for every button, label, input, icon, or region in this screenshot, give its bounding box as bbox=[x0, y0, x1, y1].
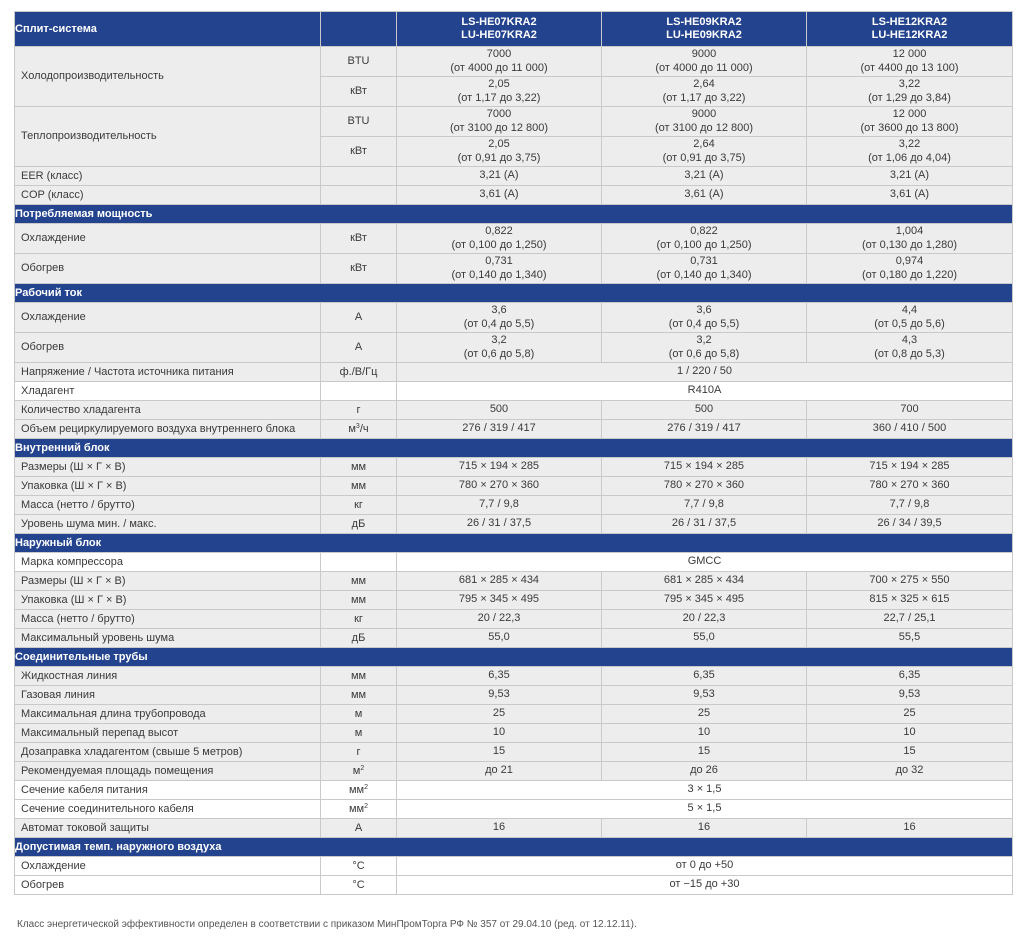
row-label: Напряжение / Частота источника питания bbox=[15, 363, 321, 382]
table-cell: 16 bbox=[602, 819, 807, 838]
table-cell: 715 × 194 × 285 bbox=[602, 458, 807, 477]
table-cell: 2,05 (от 0,91 до 3,75) bbox=[397, 137, 602, 167]
table-cell: 15 bbox=[807, 743, 1013, 762]
row-label: EER (класс) bbox=[15, 167, 321, 186]
table-cell: 0,822 (от 0,100 до 1,250) bbox=[602, 224, 807, 254]
table-row bbox=[15, 686, 1013, 705]
section-header-power bbox=[15, 205, 1013, 224]
table-cell: 681 × 285 × 434 bbox=[397, 572, 602, 591]
table-cell: 20 / 22,3 bbox=[397, 610, 602, 629]
table-row bbox=[15, 743, 1013, 762]
table-cell: 3,21 (A) bbox=[602, 167, 807, 186]
table-cell: 7,7 / 9,8 bbox=[602, 496, 807, 515]
row-label: Хладагент bbox=[15, 382, 321, 401]
table-cell: 12 000 (от 3600 до 13 800) bbox=[807, 107, 1013, 137]
section-header-outdoor bbox=[15, 534, 1013, 553]
table-cell: R410A bbox=[397, 382, 1013, 401]
table-cell: 3,6 (от 0,4 до 5,5) bbox=[602, 303, 807, 333]
table-cell: 55,0 bbox=[397, 629, 602, 648]
table-row bbox=[15, 186, 1013, 205]
table-row bbox=[15, 876, 1013, 895]
table-cell: 22,7 / 25,1 bbox=[807, 610, 1013, 629]
table-row bbox=[15, 363, 1013, 382]
row-label: Жидкостная линия bbox=[15, 667, 321, 686]
unit-header bbox=[321, 12, 397, 47]
row-label: Сечение кабеля питания bbox=[15, 781, 321, 800]
table-row bbox=[15, 553, 1013, 572]
table-cell: 5 × 1,5 bbox=[397, 800, 1013, 819]
row-unit: мм bbox=[321, 686, 397, 705]
section-header-pipes bbox=[15, 648, 1013, 667]
table-cell: 360 / 410 / 500 bbox=[807, 420, 1013, 439]
row-label: Сечение соединительного кабеля bbox=[15, 800, 321, 819]
table-cell: 0,731 (от 0,140 до 1,340) bbox=[397, 254, 602, 284]
table-cell: до 26 bbox=[602, 762, 807, 781]
table-cell: 3,21 (A) bbox=[397, 167, 602, 186]
table-cell: 9,53 bbox=[397, 686, 602, 705]
table-cell: 6,35 bbox=[807, 667, 1013, 686]
row-label: Размеры (Ш × Г × В) bbox=[15, 458, 321, 477]
row-label: Размеры (Ш × Г × В) bbox=[15, 572, 321, 591]
model-header: LS-HE12KRA2 LU-HE12KRA2 bbox=[807, 12, 1013, 47]
section-header-current bbox=[15, 284, 1013, 303]
row-unit: $м^3/ч$ bbox=[321, 420, 397, 439]
row-label: Охлаждение bbox=[15, 224, 321, 254]
table-cell: 10 bbox=[602, 724, 807, 743]
row-unit: BTU bbox=[321, 47, 397, 77]
row-unit: м bbox=[321, 705, 397, 724]
section-title: Допустимая темп. наружного воздуха bbox=[15, 838, 1013, 857]
row-unit: ф./В/Гц bbox=[321, 363, 397, 382]
model-header: LS-HE09KRA2 LU-HE09KRA2 bbox=[602, 12, 807, 47]
row-unit: дБ bbox=[321, 629, 397, 648]
table-row bbox=[15, 515, 1013, 534]
row-label: Газовая линия bbox=[15, 686, 321, 705]
table-cell: 20 / 22,3 bbox=[602, 610, 807, 629]
row-unit: А bbox=[321, 819, 397, 838]
table-cell: 276 / 319 / 417 bbox=[602, 420, 807, 439]
table-cell: 3,2 (от 0,6 до 5,8) bbox=[602, 333, 807, 363]
table-cell: 9,53 bbox=[602, 686, 807, 705]
table-row bbox=[15, 303, 1013, 333]
table-row bbox=[15, 705, 1013, 724]
table-cell: 3,22 (от 1,06 до 4,04) bbox=[807, 137, 1013, 167]
table-row bbox=[15, 458, 1013, 477]
row-label: Максимальный уровень шума bbox=[15, 629, 321, 648]
table-cell: 2,05 (от 1,17 до 3,22) bbox=[397, 77, 602, 107]
table-row bbox=[15, 254, 1013, 284]
row-unit: кВт bbox=[321, 77, 397, 107]
table-cell: 16 bbox=[397, 819, 602, 838]
row-label: COP (класс) bbox=[15, 186, 321, 205]
table-cell: 795 × 345 × 495 bbox=[397, 591, 602, 610]
table-row bbox=[15, 781, 1013, 800]
table-cell: 780 × 270 × 360 bbox=[602, 477, 807, 496]
row-label: Охлаждение bbox=[15, 857, 321, 876]
table-cell: 9000 (от 3100 до 12 800) bbox=[602, 107, 807, 137]
row-unit: А bbox=[321, 333, 397, 363]
table-row bbox=[15, 167, 1013, 186]
table-row bbox=[15, 591, 1013, 610]
table-cell: 4,3 (от 0,8 до 5,3) bbox=[807, 333, 1013, 363]
table-cell: 3 × 1,5 bbox=[397, 781, 1013, 800]
row-unit: °С bbox=[321, 857, 397, 876]
table-cell: от 0 до +50 bbox=[397, 857, 1013, 876]
row-unit: мм bbox=[321, 667, 397, 686]
table-cell: 0,974 (от 0,180 до 1,220) bbox=[807, 254, 1013, 284]
row-unit: кг bbox=[321, 610, 397, 629]
section-title: Соединительные трубы bbox=[15, 648, 1013, 667]
row-unit bbox=[321, 382, 397, 401]
table-cell: 0,822 (от 0,100 до 1,250) bbox=[397, 224, 602, 254]
row-unit: м bbox=[321, 724, 397, 743]
row-unit bbox=[321, 553, 397, 572]
table-cell: 500 bbox=[397, 401, 602, 420]
table-row bbox=[15, 667, 1013, 686]
table-cell: 715 × 194 × 285 bbox=[397, 458, 602, 477]
table-cell: 3,61 (A) bbox=[807, 186, 1013, 205]
row-unit: $мм^2$ bbox=[321, 781, 397, 800]
row-unit: °С bbox=[321, 876, 397, 895]
table-cell: 1,004 (от 0,130 до 1,280) bbox=[807, 224, 1013, 254]
table-cell: 12 000 (от 4400 до 13 100) bbox=[807, 47, 1013, 77]
table-cell: 16 bbox=[807, 819, 1013, 838]
table-cell: до 21 bbox=[397, 762, 602, 781]
table-cell: 500 bbox=[602, 401, 807, 420]
table-cell: 815 × 325 × 615 bbox=[807, 591, 1013, 610]
table-cell: 26 / 31 / 37,5 bbox=[397, 515, 602, 534]
table-cell: 25 bbox=[807, 705, 1013, 724]
table-row bbox=[15, 224, 1013, 254]
section-title: Рабочий ток bbox=[15, 284, 1013, 303]
row-label: Объем рециркулируемого воздуха внутреннего блока bbox=[15, 420, 321, 439]
row-unit: кВт bbox=[321, 254, 397, 284]
section-title: Внутренний блок bbox=[15, 439, 1013, 458]
table-cell: 3,61 (A) bbox=[602, 186, 807, 205]
table-cell: 2,64 (от 0,91 до 3,75) bbox=[602, 137, 807, 167]
table-cell: 681 × 285 × 434 bbox=[602, 572, 807, 591]
row-unit: мм bbox=[321, 591, 397, 610]
table-cell: 0,731 (от 0,140 до 1,340) bbox=[602, 254, 807, 284]
table-cell: GMCC bbox=[397, 553, 1013, 572]
row-label: Автомат токовой защиты bbox=[15, 819, 321, 838]
table-cell: 780 × 270 × 360 bbox=[397, 477, 602, 496]
row-label: Обогрев bbox=[15, 876, 321, 895]
table-row bbox=[15, 572, 1013, 591]
table-row bbox=[15, 857, 1013, 876]
split-system-title: Сплит-система bbox=[15, 12, 321, 47]
table-row bbox=[15, 333, 1013, 363]
table-row bbox=[15, 762, 1013, 781]
table-cell: 276 / 319 / 417 bbox=[397, 420, 602, 439]
table-cell: 9,53 bbox=[807, 686, 1013, 705]
table-cell: 2,64 (от 1,17 до 3,22) bbox=[602, 77, 807, 107]
table-cell: 700 × 275 × 550 bbox=[807, 572, 1013, 591]
table-cell: 7000 (от 3100 до 12 800) bbox=[397, 107, 602, 137]
row-label: Количество хладагента bbox=[15, 401, 321, 420]
row-label: Максимальный перепад высот bbox=[15, 724, 321, 743]
table-cell: 6,35 bbox=[602, 667, 807, 686]
row-label: Холодопроизводительность bbox=[15, 47, 321, 107]
table-row bbox=[15, 724, 1013, 743]
table-row bbox=[15, 107, 1013, 137]
row-unit bbox=[321, 186, 397, 205]
row-label: Упаковка (Ш × Г × В) bbox=[15, 591, 321, 610]
row-unit: мм bbox=[321, 477, 397, 496]
table-row bbox=[15, 496, 1013, 515]
row-label: Максимальная длина трубопровода bbox=[15, 705, 321, 724]
row-unit: $м^2$ bbox=[321, 762, 397, 781]
row-unit: кВт bbox=[321, 137, 397, 167]
table-cell: 6,35 bbox=[397, 667, 602, 686]
table-cell: до 32 bbox=[807, 762, 1013, 781]
table-cell: 26 / 34 / 39,5 bbox=[807, 515, 1013, 534]
table-cell: 15 bbox=[602, 743, 807, 762]
table-row bbox=[15, 629, 1013, 648]
table-row bbox=[15, 819, 1013, 838]
table-cell: 26 / 31 / 37,5 bbox=[602, 515, 807, 534]
footnote: Класс энергетической эффективности определен в соответствии с приказом МинПромТорга РФ № 357 от 29.04.10 (ред. от 12.12.11). bbox=[17, 919, 637, 930]
row-label: Обогрев bbox=[15, 333, 321, 363]
table-cell: от −15 до +30 bbox=[397, 876, 1013, 895]
specification-table bbox=[14, 11, 1013, 895]
row-label: Масса (нетто / брутто) bbox=[15, 496, 321, 515]
table-row bbox=[15, 401, 1013, 420]
table-cell: 1 / 220 / 50 bbox=[397, 363, 1013, 382]
row-unit: $мм^2$ bbox=[321, 800, 397, 819]
table-cell: 700 bbox=[807, 401, 1013, 420]
row-unit: г bbox=[321, 743, 397, 762]
section-header-ambient bbox=[15, 838, 1013, 857]
table-cell: 15 bbox=[397, 743, 602, 762]
row-label: Упаковка (Ш × Г × В) bbox=[15, 477, 321, 496]
section-header-indoor bbox=[15, 439, 1013, 458]
table-cell: 9000 (от 4000 до 11 000) bbox=[602, 47, 807, 77]
table-cell: 55,0 bbox=[602, 629, 807, 648]
model-header: LS-HE07KRA2 LU-HE07KRA2 bbox=[397, 12, 602, 47]
row-label: Уровень шума мин. / макс. bbox=[15, 515, 321, 534]
row-label: Рекомендуемая площадь помещения bbox=[15, 762, 321, 781]
row-label: Теплопроизводительность bbox=[15, 107, 321, 167]
table-cell: 795 × 345 × 495 bbox=[602, 591, 807, 610]
table-cell: 3,2 (от 0,6 до 5,8) bbox=[397, 333, 602, 363]
table-cell: 3,21 (A) bbox=[807, 167, 1013, 186]
row-unit: мм bbox=[321, 458, 397, 477]
table-cell: 7,7 / 9,8 bbox=[397, 496, 602, 515]
table-cell: 25 bbox=[397, 705, 602, 724]
row-unit: кВт bbox=[321, 224, 397, 254]
table-cell: 780 × 270 × 360 bbox=[807, 477, 1013, 496]
section-title: Наружный блок bbox=[15, 534, 1013, 553]
section-title: Потребляемая мощность bbox=[15, 205, 1013, 224]
row-unit: кг bbox=[321, 496, 397, 515]
table-row bbox=[15, 47, 1013, 77]
table-row bbox=[15, 610, 1013, 629]
table-cell: 7,7 / 9,8 bbox=[807, 496, 1013, 515]
table-cell: 3,6 (от 0,4 до 5,5) bbox=[397, 303, 602, 333]
table-cell: 3,61 (A) bbox=[397, 186, 602, 205]
row-label: Марка компрессора bbox=[15, 553, 321, 572]
row-unit: BTU bbox=[321, 107, 397, 137]
table-row bbox=[15, 420, 1013, 439]
row-unit: мм bbox=[321, 572, 397, 591]
row-label: Масса (нетто / брутто) bbox=[15, 610, 321, 629]
table-cell: 715 × 194 × 285 bbox=[807, 458, 1013, 477]
row-unit bbox=[321, 167, 397, 186]
row-label: Обогрев bbox=[15, 254, 321, 284]
table-cell: 3,22 (от 1,29 до 3,84) bbox=[807, 77, 1013, 107]
row-unit: А bbox=[321, 303, 397, 333]
table-cell: 10 bbox=[807, 724, 1013, 743]
row-unit: дБ bbox=[321, 515, 397, 534]
table-cell: 55,5 bbox=[807, 629, 1013, 648]
row-label: Охлаждение bbox=[15, 303, 321, 333]
table-row bbox=[15, 382, 1013, 401]
row-unit: г bbox=[321, 401, 397, 420]
table-cell: 4,4 (от 0,5 до 5,6) bbox=[807, 303, 1013, 333]
table-cell: 7000 (от 4000 до 11 000) bbox=[397, 47, 602, 77]
table-row bbox=[15, 800, 1013, 819]
table-header-row bbox=[15, 12, 1013, 47]
table-cell: 25 bbox=[602, 705, 807, 724]
table-cell: 10 bbox=[397, 724, 602, 743]
row-label: Дозаправка хладагентом (свыше 5 метров) bbox=[15, 743, 321, 762]
table-row bbox=[15, 477, 1013, 496]
